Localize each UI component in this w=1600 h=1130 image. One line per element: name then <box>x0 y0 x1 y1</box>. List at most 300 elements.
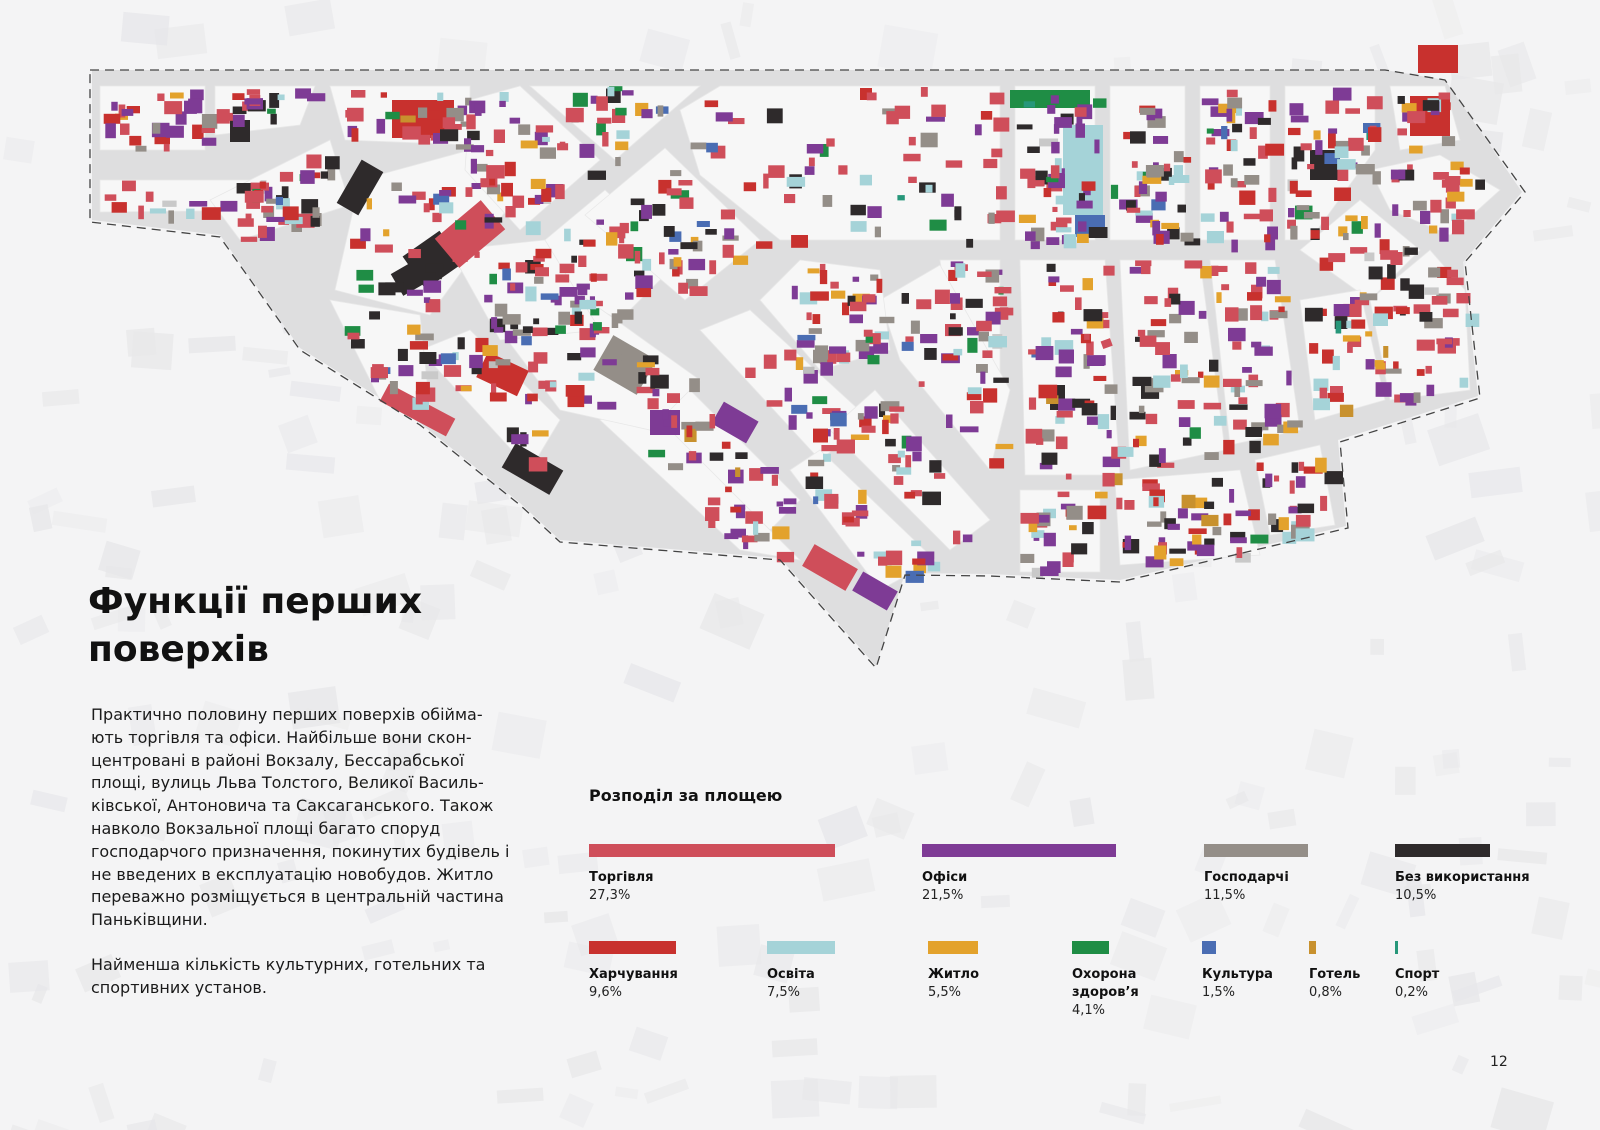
building-offices <box>1288 208 1295 217</box>
building-utility <box>858 413 864 420</box>
building-retail <box>1056 218 1072 224</box>
building-unused <box>1475 180 1485 190</box>
building-unused <box>440 129 458 141</box>
building-food <box>1184 157 1192 163</box>
building-offices <box>960 426 979 432</box>
building-retail <box>261 206 273 213</box>
building-education <box>955 263 965 278</box>
building-retail <box>1034 180 1045 186</box>
building-unused <box>1111 406 1116 420</box>
building-unused <box>1042 453 1058 465</box>
building-education <box>953 349 962 356</box>
building-housing <box>1083 278 1094 290</box>
building-education <box>550 382 556 388</box>
building-food <box>202 207 221 220</box>
building-retail <box>1442 180 1457 188</box>
building-retail <box>1146 414 1158 424</box>
building-retail <box>689 451 696 460</box>
building-housing <box>1314 130 1321 139</box>
building-food <box>877 279 883 293</box>
building-unused <box>806 477 824 490</box>
building-retail <box>566 108 584 122</box>
building-retail <box>146 192 154 202</box>
building-retail <box>1221 284 1229 290</box>
building-offices <box>807 144 824 154</box>
building-offices <box>202 138 217 146</box>
building-education <box>860 175 872 186</box>
building-unused <box>1204 539 1214 546</box>
building-retail <box>1205 169 1222 183</box>
building-hotel <box>735 467 740 477</box>
building-food <box>501 183 513 197</box>
building-utility <box>1182 377 1200 383</box>
building-unused <box>851 205 866 216</box>
building-retail <box>1320 388 1328 399</box>
building-food <box>791 235 808 248</box>
building-offices <box>963 535 973 543</box>
building-retail <box>1026 429 1043 444</box>
building-unused <box>1089 227 1108 238</box>
building-retail <box>830 282 838 289</box>
building-retail <box>1347 343 1353 353</box>
building-unused <box>1209 360 1218 372</box>
building-housing <box>1192 535 1201 545</box>
building-utility <box>1246 380 1263 386</box>
building-retail <box>528 362 538 373</box>
building-retail <box>424 203 430 212</box>
building-unused <box>435 272 442 280</box>
building-food <box>882 420 889 434</box>
building-food <box>489 179 495 186</box>
building-retail <box>764 355 777 369</box>
building-offices <box>491 317 497 329</box>
building-retail <box>863 294 876 302</box>
building-education <box>1337 159 1356 170</box>
legend-bar <box>767 941 835 954</box>
building-education <box>911 541 921 547</box>
legend-bar <box>1204 844 1308 857</box>
building-offices <box>507 283 523 294</box>
building-housing <box>367 198 372 209</box>
building-offices <box>471 159 477 174</box>
building-retail <box>834 428 840 440</box>
building-utility <box>621 354 635 361</box>
building-education <box>1236 108 1242 116</box>
building-utility <box>313 207 320 218</box>
building-utility <box>168 210 174 223</box>
building-retail <box>371 367 388 378</box>
building-unused <box>1423 100 1439 111</box>
building-retail <box>138 206 144 220</box>
building-retail <box>708 498 720 506</box>
building-food <box>1296 190 1312 197</box>
building-healthcare <box>1111 185 1118 199</box>
building-hotel <box>1182 495 1196 508</box>
building-utility <box>1147 522 1162 527</box>
building-offices <box>941 194 954 207</box>
building-offices <box>1265 404 1282 419</box>
building-unused <box>1305 308 1323 322</box>
building-healthcare <box>455 220 466 229</box>
building-offices <box>1376 382 1392 397</box>
building-offices <box>1236 511 1251 517</box>
building-offices <box>853 277 860 282</box>
building-retail <box>768 165 784 178</box>
building-retail <box>1307 164 1314 169</box>
building-offices <box>1230 537 1247 543</box>
building-retail <box>1407 111 1425 123</box>
building-utility <box>1213 527 1222 535</box>
legend-value: 21,5% <box>922 888 964 903</box>
building-retail <box>1103 266 1114 276</box>
building-offices <box>1228 328 1246 341</box>
building-unused <box>664 226 675 237</box>
legend-label: Охорона здоров’я <box>1072 967 1139 1000</box>
building-retail <box>983 159 997 168</box>
building-food <box>104 114 121 124</box>
building-offices <box>190 90 204 101</box>
building-retail <box>1337 168 1348 181</box>
building-utility <box>1174 151 1184 162</box>
building-sport <box>1336 321 1342 334</box>
building-retail <box>1301 143 1312 150</box>
building-utility <box>1140 108 1155 115</box>
legend-value: 5,5% <box>928 985 962 1000</box>
building-offices <box>1168 524 1180 530</box>
building-food <box>352 128 359 142</box>
building-retail <box>1058 492 1070 498</box>
building-retail <box>474 252 479 258</box>
building-food <box>232 93 244 100</box>
page-number: 12 <box>1490 1054 1508 1070</box>
building-offices <box>1077 201 1093 209</box>
building-food <box>989 458 1004 468</box>
building-food <box>1257 463 1264 472</box>
building-food <box>820 270 827 284</box>
building-retail <box>886 551 902 566</box>
building-utility <box>496 359 511 365</box>
building-unused <box>1420 312 1433 322</box>
building-food <box>744 182 756 191</box>
legend-value: 7,5% <box>767 985 801 1000</box>
building-food <box>813 429 828 443</box>
building-retail <box>635 251 641 264</box>
legend-bar <box>1309 941 1316 954</box>
building-utility <box>1139 406 1145 413</box>
legend-heading: Розподіл за площею <box>589 786 783 805</box>
paragraph-line: навколо Вокзальної площі багато споруд <box>91 818 441 838</box>
building-retail <box>532 328 547 337</box>
building-retail <box>705 507 719 521</box>
legend-item-utility <box>1204 844 1308 905</box>
building-retail <box>946 160 963 167</box>
building-offices <box>499 101 506 107</box>
paragraph-line: Практично половину перших поверхів обійма- <box>91 705 483 724</box>
building-retail <box>1103 320 1109 328</box>
building-retail <box>1403 210 1410 217</box>
building-unused <box>1292 157 1298 169</box>
building-education <box>1333 356 1340 370</box>
building-healthcare <box>385 112 399 120</box>
building-retail <box>1206 138 1215 145</box>
building-retail <box>1355 300 1369 306</box>
building-offices <box>1125 536 1131 551</box>
legend-label: Спорт <box>1395 967 1440 982</box>
building-unused <box>485 217 503 222</box>
building-education <box>642 259 651 271</box>
building-retail <box>895 106 910 119</box>
building-unused <box>1398 96 1405 104</box>
building-education <box>1261 312 1268 322</box>
legend-item-retail <box>589 844 835 905</box>
building-offices <box>805 166 815 175</box>
building-retail <box>538 381 547 389</box>
building-housing <box>615 142 628 151</box>
building-utility <box>1343 233 1349 240</box>
building-retail <box>578 256 586 267</box>
paragraph-line: Найменша кількість культурних, готельних та <box>91 954 486 974</box>
building-unused <box>533 318 539 324</box>
building-education <box>150 208 166 213</box>
building-retail <box>202 128 215 133</box>
building-healthcare <box>1250 535 1268 544</box>
building-utility <box>879 317 894 323</box>
building-retail <box>1232 341 1241 349</box>
title-line-1: Функції перших <box>88 581 423 622</box>
building-food <box>536 249 552 258</box>
building-retail <box>1057 411 1073 418</box>
building-offices <box>1290 103 1304 115</box>
building-retail <box>908 177 917 183</box>
building-retail <box>1132 161 1138 168</box>
building-retail <box>245 191 264 203</box>
building-education <box>437 93 443 101</box>
building-offices <box>360 228 370 241</box>
paragraph-line: спортивних установ. <box>91 977 267 997</box>
legend-item-unused <box>1395 844 1530 905</box>
legend-value: 9,6% <box>589 985 623 1000</box>
building-education <box>526 221 541 235</box>
building-retail <box>1140 336 1157 347</box>
building-food <box>428 111 441 120</box>
building-offices <box>494 327 503 333</box>
building-retail <box>1211 266 1218 276</box>
building-retail <box>723 245 734 258</box>
legend-bar <box>1072 941 1109 954</box>
building-food <box>541 188 551 202</box>
building-retail <box>1432 296 1448 305</box>
building-retail <box>1227 90 1238 98</box>
building-offices <box>1078 221 1087 231</box>
building-offices <box>1439 228 1448 242</box>
building-food <box>1156 234 1164 245</box>
building-education <box>564 229 571 242</box>
building-unused <box>1047 264 1056 272</box>
building-retail <box>1397 128 1407 135</box>
building-education <box>578 373 594 381</box>
building-retail <box>905 455 911 467</box>
building-food <box>813 314 821 324</box>
building-utility <box>1147 166 1161 178</box>
building-other <box>422 371 439 379</box>
building-education <box>1153 376 1170 388</box>
building-unused <box>1027 147 1040 154</box>
building-offices <box>1315 140 1322 155</box>
building-unused <box>1325 471 1344 484</box>
building-unused <box>1245 427 1262 437</box>
building-offices <box>912 452 921 462</box>
building-food <box>1445 102 1451 110</box>
building-food <box>381 92 387 97</box>
building-retail <box>646 368 660 375</box>
building-offices <box>597 402 616 410</box>
paragraph-line: не введених в експлуатацію новобудов. Житло <box>91 864 494 884</box>
building-retail <box>306 155 321 169</box>
building-retail <box>536 125 553 132</box>
building-food <box>505 162 516 176</box>
building-utility <box>540 147 556 158</box>
building-offices <box>641 205 652 219</box>
building-offices <box>1178 508 1188 518</box>
building-unused <box>523 326 533 333</box>
building-retail <box>1299 462 1304 471</box>
building-unused <box>1400 278 1409 290</box>
building-retail <box>905 336 913 342</box>
building-retail <box>1178 400 1195 409</box>
building-retail <box>375 245 393 253</box>
building-food <box>1309 343 1318 354</box>
building-housing <box>1263 434 1279 446</box>
legend-value: 0,2% <box>1395 985 1429 1000</box>
building-retail <box>1171 374 1181 381</box>
building-utility <box>136 146 147 152</box>
building-retail <box>1185 260 1203 268</box>
building-food <box>756 241 772 249</box>
building-offices <box>641 109 652 118</box>
building-retail <box>347 108 364 122</box>
building-utility <box>612 313 619 328</box>
building-retail <box>1237 547 1243 558</box>
building-food <box>591 273 597 281</box>
building-utility <box>1373 171 1381 184</box>
building-offices <box>1375 223 1381 237</box>
building-retail <box>894 476 904 485</box>
building-education <box>579 300 596 309</box>
building-utility <box>1020 554 1034 563</box>
building-housing <box>1361 216 1368 229</box>
building-offices <box>926 117 945 122</box>
building-food <box>566 385 585 397</box>
building-retail <box>850 302 867 312</box>
building-retail <box>1250 305 1262 320</box>
building-utility <box>1442 136 1455 146</box>
legend-value: 1,5% <box>1202 985 1236 1000</box>
paragraph-line: площі, вулиць Льва Толстого, Великої Василь- <box>91 773 484 793</box>
building-offices <box>950 293 960 304</box>
building-retail <box>852 511 868 517</box>
building-culture <box>502 269 511 281</box>
building-retail <box>1155 342 1170 355</box>
building-culture <box>797 335 815 340</box>
building-housing <box>858 490 867 504</box>
building-healthcare <box>1207 129 1214 134</box>
building-retail <box>1325 101 1339 114</box>
building-education <box>439 202 453 213</box>
building-food <box>1460 168 1470 175</box>
building-housing <box>733 256 748 265</box>
building-offices <box>1220 212 1229 222</box>
building-offices <box>1094 140 1099 154</box>
building-other <box>1424 287 1439 294</box>
building-education <box>1056 227 1072 232</box>
building-education <box>542 137 550 142</box>
building-sport <box>897 195 904 200</box>
building-housing <box>1170 558 1184 566</box>
building-education <box>1169 177 1175 185</box>
building-utility <box>1413 201 1427 211</box>
building-unused <box>1258 118 1271 125</box>
building-housing <box>606 232 617 245</box>
building-unused <box>1178 205 1187 213</box>
building-retail <box>996 186 1007 199</box>
building-offices <box>1392 204 1398 216</box>
building-retail <box>990 93 1005 105</box>
building-retail <box>529 457 548 471</box>
building-retail <box>982 350 992 358</box>
building-food <box>1044 188 1052 197</box>
building-utility <box>1204 452 1218 460</box>
building-unused <box>929 460 941 472</box>
building-unused <box>650 375 669 389</box>
building-education <box>1174 165 1183 177</box>
building-retail <box>1390 252 1402 265</box>
building-offices <box>785 388 792 402</box>
building-retail <box>970 401 984 413</box>
building-healthcare <box>1190 427 1201 439</box>
building-utility <box>1184 332 1198 343</box>
building-food <box>705 100 719 107</box>
building-healthcare <box>631 221 639 231</box>
building-retail <box>1443 309 1459 318</box>
building-retail <box>1138 330 1145 337</box>
building-food <box>1417 369 1425 376</box>
building-retail <box>837 440 855 454</box>
building-unused <box>1232 124 1242 133</box>
building-utility <box>1105 384 1118 394</box>
building-food <box>583 240 595 247</box>
building-unused <box>638 372 646 384</box>
building-offices <box>1155 192 1166 202</box>
building-utility <box>668 463 683 470</box>
legend-label: Житло <box>928 967 980 982</box>
building-utility <box>1227 98 1242 109</box>
building-healthcare <box>812 396 827 404</box>
building-education <box>1056 196 1065 205</box>
building-unused <box>705 229 717 235</box>
building-unused <box>1133 377 1152 386</box>
building-food <box>260 182 266 189</box>
building-retail <box>1348 138 1364 151</box>
building-utility <box>979 332 989 342</box>
building-education <box>1207 231 1224 243</box>
building-offices <box>864 406 877 418</box>
building-culture <box>541 293 559 299</box>
building-healthcare <box>489 274 497 285</box>
building-offices <box>399 196 417 204</box>
building-utility <box>327 169 335 181</box>
building-healthcare <box>1093 98 1107 107</box>
building-retail <box>1029 398 1036 410</box>
